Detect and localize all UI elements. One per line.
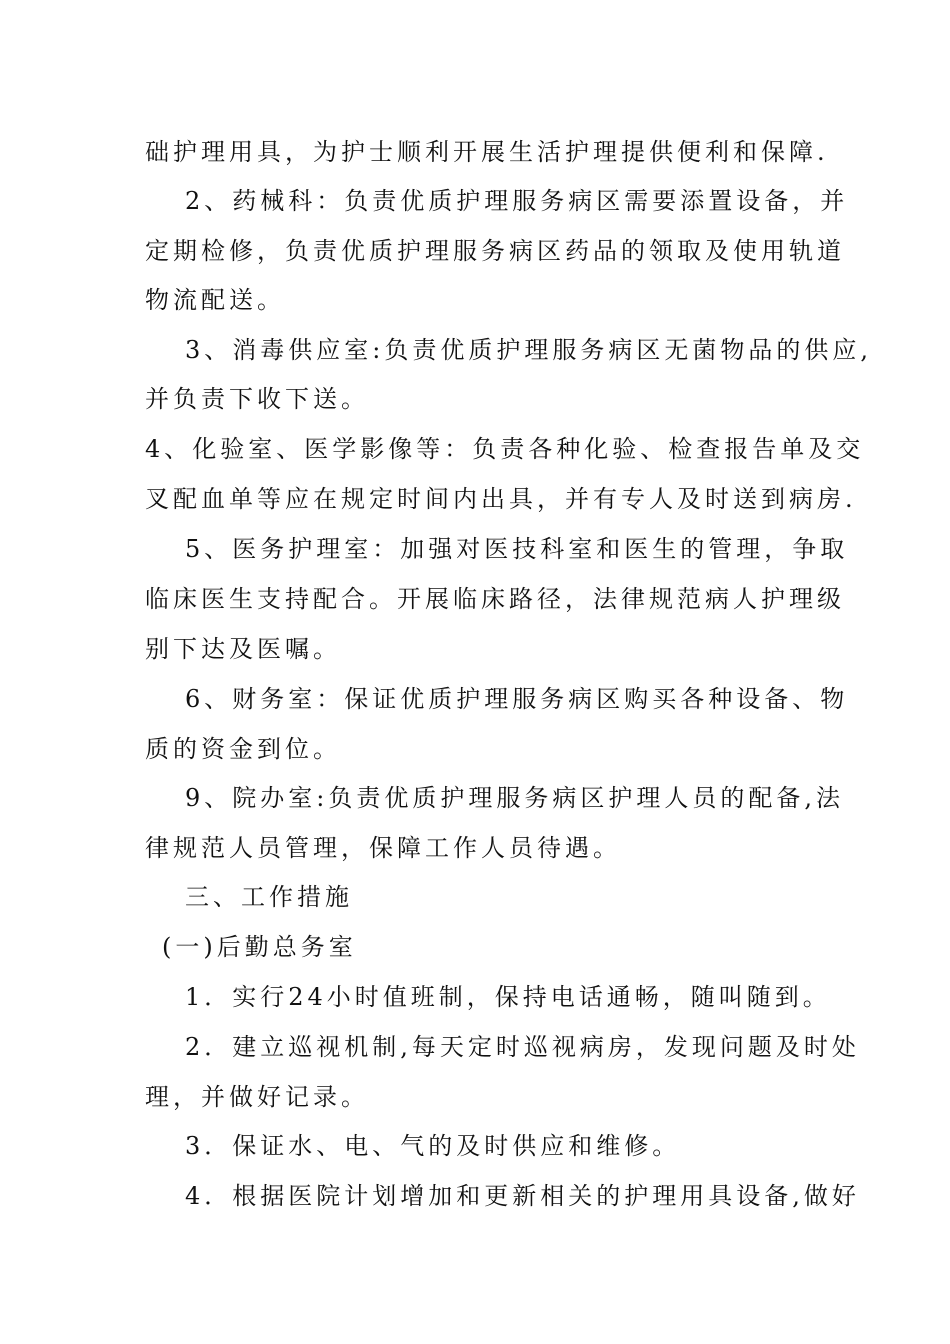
subsection-heading: (一)后勤总务室	[162, 933, 357, 961]
text-line: 物流配送。	[145, 286, 285, 314]
text-line: 叉配血单等应在规定时间内出具，并有专人及时送到病房.	[145, 485, 857, 513]
text-line: 别下达及医嘱。	[145, 635, 341, 663]
text-line: 3、消毒供应室:负责优质护理服务病区无菌物品的供应,	[185, 336, 872, 364]
text-line: 4．根据医院计划增加和更新相关的护理用具设备,做好	[185, 1182, 860, 1210]
text-line: 6、财务室：保证优质护理服务病区购买各种设备、物	[185, 685, 849, 713]
text-line: 2．建立巡视机制,每天定时巡视病房，发现问题及时处	[185, 1033, 860, 1061]
text-line: 9、院办室:负责优质护理服务病区护理人员的配备,法	[185, 784, 844, 812]
text-line: 3．保证水、电、气的及时供应和维修。	[185, 1132, 681, 1160]
text-line: 临床医生支持配合。开展临床路径，法律规范病人护理级	[145, 585, 845, 613]
text-line: 础护理用具，为护士顺利开展生活护理提供便利和保障.	[145, 138, 829, 166]
section-heading: 三、工作措施	[185, 883, 353, 911]
text-line: 理，并做好记录。	[145, 1083, 369, 1111]
text-line: 质的资金到位。	[145, 735, 341, 763]
text-line: 4、化验室、医学影像等：负责各种化验、检查报告单及交	[145, 435, 865, 463]
text-line: 5、医务护理室：加强对医技科室和医生的管理，争取	[185, 535, 849, 563]
text-line: 律规范人员管理，保障工作人员待遇。	[145, 834, 621, 862]
text-line: 并负责下收下送。	[145, 385, 369, 413]
text-line: 2、药械科：负责优质护理服务病区需要添置设备，并	[185, 187, 849, 215]
text-line: 1．实行24小时值班制，保持电话通畅，随叫随到。	[185, 983, 831, 1011]
text-line: 定期检修，负责优质护理服务病区药品的领取及使用轨道	[145, 237, 845, 265]
